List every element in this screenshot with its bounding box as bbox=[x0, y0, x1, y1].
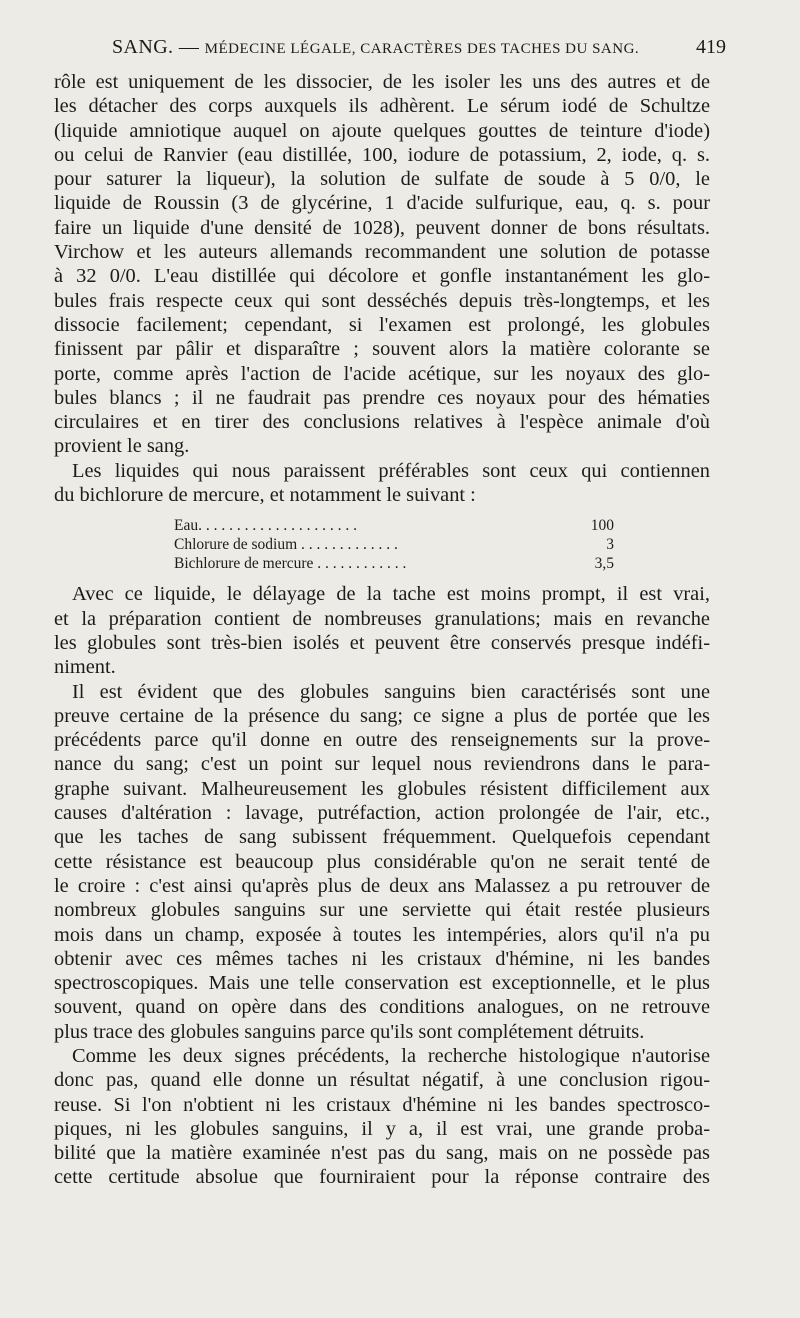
ingredient-name: Bichlorure de mercure . . . . . . . . . . . . bbox=[174, 555, 407, 573]
text-line: niment. bbox=[54, 656, 116, 679]
text-line: obtenir avec ces mêmes taches ni les cristaux d'hémine, ni les bandes bbox=[54, 947, 710, 970]
running-head-section: SANG. — bbox=[112, 36, 205, 58]
formula-row bbox=[174, 535, 614, 554]
paragraph-3 bbox=[54, 582, 710, 679]
text-line: précédents parce qu'il donne en outre des renseignements sur la prove- bbox=[54, 729, 710, 752]
text-line: que les taches de sang subissent fréquemment. Quelquefois cependant bbox=[54, 826, 710, 849]
text-line: souvent, quand on opère dans des conditions analogues, on ne retrouve bbox=[54, 996, 710, 1019]
paragraph-1 bbox=[54, 70, 710, 459]
paragraph-2 bbox=[54, 459, 710, 508]
text-line: provient le sang. bbox=[54, 435, 190, 458]
text-line: bules blancs ; il ne faudrait pas prendre ces noyaux pour des hématies bbox=[54, 386, 710, 409]
running-head bbox=[112, 36, 726, 64]
text-line: à 32 0/0. L'eau distillée qui décolore et gonfle instantanément les glo- bbox=[54, 265, 710, 288]
text-line: cette résistance est beaucoup plus considérable qu'on ne serait tenté de bbox=[54, 850, 710, 873]
text-line: mois dans un champ, exposée à toutes les intempéries, alors qu'il n'a pu bbox=[54, 923, 710, 946]
ingredient-quantity: 3,5 bbox=[594, 555, 614, 573]
ingredient-name: Eau. . . . . . . . . . . . . . . . . . . . . bbox=[174, 517, 357, 535]
text-line: bilité que la matière examinée n'est pas du sang, mais on ne possède pas bbox=[54, 1142, 710, 1165]
text-line: pour saturer la liqueur), la solution de sulfate de soude à 5 0/0, le bbox=[54, 168, 710, 191]
text-line: Comme les deux signes précédents, la recherche histologique n'autorise bbox=[72, 1044, 710, 1067]
text-line: finissent par pâlir et disparaître ; souvent alors la matière colorante se bbox=[54, 338, 710, 361]
text-line: ou celui de Ranvier (eau distillée, 100, iodure de potassium, 2, iode, q. s. bbox=[54, 143, 710, 166]
ingredient-quantity: 3 bbox=[606, 536, 614, 554]
text-line: les globules sont très-bien isolés et peuvent être conservés presque indéfi- bbox=[54, 631, 710, 654]
text-line: porte, comme après l'action de l'acide acétique, sur les noyaux des glo- bbox=[54, 362, 710, 385]
running-head-subtitle: MÉDECINE LÉGALE, CARACTÈRES DES TACHES DU SANG. bbox=[204, 41, 640, 57]
text-line: liquide de Roussin (3 de glycérine, 1 d'acide sulfurique, eau, q. s. pour bbox=[54, 192, 710, 215]
text-line: graphe suivant. Malheureusement les globules résistent difficilement aux bbox=[54, 777, 710, 800]
text-line: bules frais respecte ceux qui sont desséchés depuis très-longtemps, et les bbox=[54, 289, 710, 312]
text-line: Virchow et les auteurs allemands recommandent une solution de potasse bbox=[54, 241, 710, 264]
text-line: reuse. Si l'on n'obtient ni les cristaux d'hémine ni les bandes spectrosco- bbox=[54, 1093, 710, 1116]
formula-row bbox=[174, 554, 614, 573]
body-text bbox=[54, 70, 710, 1190]
text-line: Les liquides qui nous paraissent préférables sont ceux qui contiennen bbox=[72, 459, 710, 482]
text-line: preuve certaine de la présence du sang; ce signe a plus de portée que les bbox=[54, 704, 710, 727]
text-line: et la préparation contient de nombreuses granulations; mais en revanche bbox=[54, 607, 710, 630]
text-line: piques, ni les globules sanguins, il y a, il est vrai, une grande proba- bbox=[54, 1117, 710, 1140]
text-line: rôle est uniquement de les dissocier, de les isoler les uns des autres et de bbox=[54, 71, 710, 93]
text-line: (liquide amniotique auquel on ajoute quelques gouttes de teinture d'iode) bbox=[54, 119, 710, 142]
formula-table bbox=[174, 516, 614, 573]
ingredient-quantity: 100 bbox=[590, 517, 614, 535]
text-line: causes d'altération : lavage, putréfaction, action prolongée de l'air, etc., bbox=[54, 802, 710, 825]
text-line: Avec ce liquide, le délayage de la tache est moins prompt, il est vrai, bbox=[72, 583, 710, 606]
page-number: 419 bbox=[696, 36, 726, 58]
text-line: dissocie facilement; cependant, si l'examen est prolongé, les globules bbox=[54, 313, 710, 336]
text-line: nance du sang; c'est un point sur lequel nous reviendrons dans le para- bbox=[54, 753, 710, 776]
formula-row bbox=[174, 516, 614, 535]
paragraph-4 bbox=[54, 680, 710, 1044]
ingredient-name: Chlorure de sodium . . . . . . . . . . . . . bbox=[174, 536, 398, 554]
text-line: le croire : c'est ainsi qu'après plus de deux ans Malassez a pu retrouver de bbox=[54, 874, 710, 897]
text-line: nombreux globules sanguins sur une serviette qui était restée plusieurs bbox=[54, 899, 710, 922]
text-line: donc pas, quand elle donne un résultat négatif, à une conclusion rigou- bbox=[54, 1069, 710, 1092]
text-line: du bichlorure de mercure, et notamment le suivant : bbox=[54, 484, 476, 507]
text-line: cette certitude absolue que fourniraient pour la réponse contraire des bbox=[54, 1166, 710, 1189]
text-line: Il est évident que des globules sanguins bien caractérisés sont une bbox=[72, 680, 710, 703]
text-line: circulaires et en tirer des conclusions relatives à l'espèce animale d'où bbox=[54, 411, 710, 434]
text-line: faire un liquide d'une densité de 1028), peuvent donner de bons résultats. bbox=[54, 216, 710, 239]
text-line: les détacher des corps auxquels ils adhèrent. Le sérum iodé de Schultze bbox=[54, 95, 710, 118]
text-line: spectroscopiques. Mais une telle conservation est exceptionnelle, et le plus bbox=[54, 972, 710, 995]
running-head-title bbox=[112, 36, 639, 59]
paragraph-5 bbox=[54, 1044, 710, 1190]
text-line: plus trace des globules sanguins parce qu'ils sont complétement détruits. bbox=[54, 1020, 645, 1043]
